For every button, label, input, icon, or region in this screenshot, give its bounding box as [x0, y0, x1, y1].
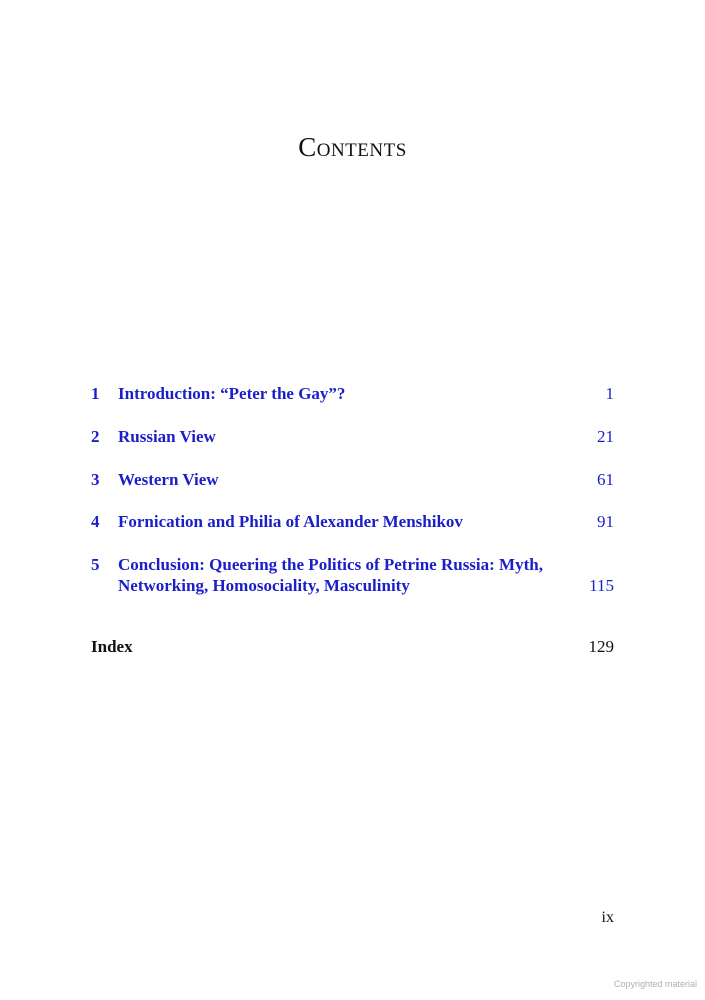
chapter-number: 2	[91, 427, 100, 446]
chapter-page: 1	[605, 384, 614, 403]
chapter-number: 5	[91, 555, 100, 574]
chapter-number: 3	[91, 470, 100, 489]
index-label[interactable]: Index	[91, 637, 133, 656]
chapter-number: 4	[91, 512, 100, 531]
chapter-page: 115	[589, 576, 614, 595]
chapter-page: 21	[597, 427, 614, 446]
page-title: Contents	[298, 132, 407, 162]
chapter-title[interactable]: Fornication and Philia of Alexander Menshikov	[118, 512, 463, 531]
chapter-number: 1	[91, 384, 100, 403]
chapter-title[interactable]: Western View	[118, 470, 219, 489]
page-folio: ix	[601, 909, 614, 926]
chapter-title[interactable]: Introduction: “Peter the Gay”?	[118, 384, 346, 403]
chapter-page: 61	[597, 470, 614, 489]
chapter-title[interactable]: Russian View	[118, 427, 216, 446]
copyright-watermark: Copyrighted material	[613, 979, 697, 989]
chapter-page: 91	[597, 512, 614, 531]
index-page: 129	[588, 637, 614, 656]
chapter-title-line-1[interactable]: Conclusion: Queering the Politics of Petrine Russia: Myth,	[118, 555, 543, 574]
chapter-title-line-2[interactable]: Networking, Homosociality, Masculinity	[118, 576, 410, 595]
